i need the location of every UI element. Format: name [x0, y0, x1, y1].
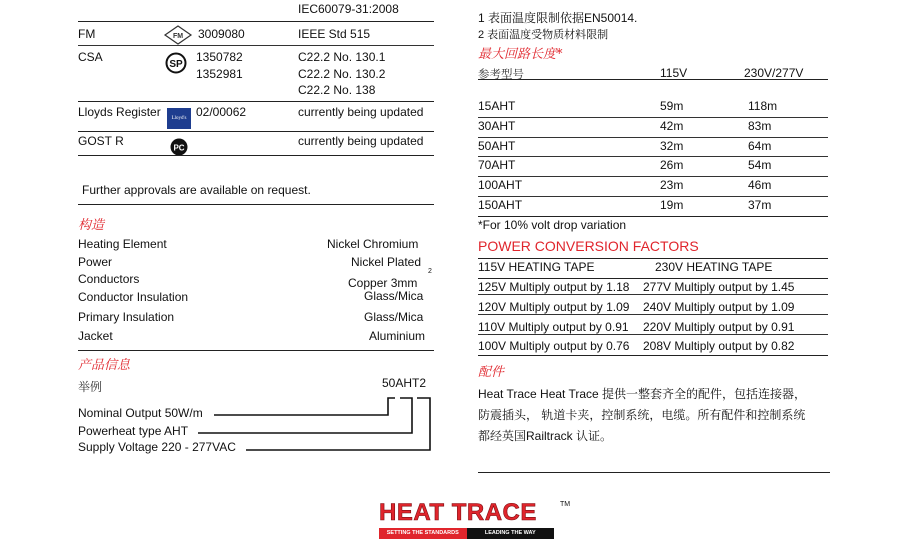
product-info-title: 产品信息	[78, 358, 131, 373]
power-row-115: 125V Multiply output by 1.18	[478, 280, 630, 294]
approval-name-gost: GOST R	[78, 134, 124, 148]
construction-label: Jacket	[78, 329, 113, 343]
approval-cert-csa-2: 1352981	[196, 67, 243, 81]
construction-superscript: 2	[428, 268, 432, 275]
max-circuit-model: 50AHT	[478, 139, 516, 153]
construction-value: Glass/Mica	[364, 289, 424, 303]
construction-label: Power	[78, 255, 113, 269]
max-circuit-115: 23m	[660, 178, 684, 192]
construction-value: Nickel Chromium	[327, 237, 419, 251]
approval-cert-lloyds: 02/00062	[196, 105, 247, 119]
divider	[478, 117, 828, 118]
product-line-output: Nominal Output 50W/m	[78, 406, 203, 420]
brand-tm: TM	[560, 501, 571, 508]
power-conversion-title: POWER CONVERSION FACTORS	[478, 238, 699, 254]
max-circuit-header-230: 230V/277V	[744, 66, 804, 80]
max-circuit-header-ref: 参考型号	[478, 69, 524, 81]
example-label: 举例	[78, 380, 103, 394]
approval-std-csa-1: C22.2 No. 130.1	[298, 50, 386, 64]
brand-tagline-bar	[379, 528, 554, 539]
approval-std-csa-2: C22.2 No. 130.2	[298, 67, 386, 81]
max-circuit-footnote: *For 10% volt drop variation	[478, 218, 627, 232]
max-circuit-230: 54m	[748, 158, 772, 172]
max-circuit-model: 30AHT	[478, 119, 516, 133]
accessories-line-1: Heat Trace Heat Trace 提供一整套齐全的配件，包括连接器，	[478, 387, 807, 401]
construction-label: Primary Insulation	[78, 310, 175, 324]
power-row-115: 110V Multiply output by 0.91	[478, 320, 629, 334]
approval-std-fm: IEEE Std 515	[298, 27, 371, 41]
divider	[478, 156, 828, 157]
svg-text:FM: FM	[172, 33, 184, 40]
brand-logo	[379, 500, 575, 542]
max-circuit-model: 70AHT	[478, 158, 516, 172]
power-row-115: 120V Multiply output by 1.09	[478, 300, 630, 314]
approval-name-csa: CSA	[78, 50, 103, 64]
max-circuit-115: 59m	[660, 99, 684, 113]
approval-std-gost: currently being updated	[298, 134, 424, 148]
max-circuit-header-115: 115V	[660, 66, 688, 80]
note-1: 1 表面温度限制依据EN50014.	[478, 11, 638, 25]
divider	[478, 176, 828, 177]
max-circuit-title: 最大回路长度*	[478, 47, 563, 62]
power-row-230: 220V Multiply output by 0.91	[643, 320, 795, 334]
construction-title: 构造	[78, 218, 105, 233]
divider	[478, 472, 830, 473]
divider	[478, 314, 828, 315]
power-row-230: 208V Multiply output by 0.82	[643, 339, 795, 353]
max-circuit-115: 32m	[660, 139, 684, 153]
power-row-230: 240V Multiply output by 1.09	[643, 300, 795, 314]
divider	[478, 258, 828, 259]
lloyds-logo-text: Lloyd's	[171, 116, 187, 121]
divider	[478, 294, 828, 295]
product-line-voltage: Supply Voltage 220 - 277VAC	[78, 440, 236, 454]
note-2: 2 表面温度受物质材料限制	[478, 29, 609, 41]
construction-label: Heating Element	[78, 237, 167, 251]
divider	[478, 355, 828, 356]
construction-value: Nickel Plated	[351, 255, 422, 269]
approval-std-lloyds: currently being updated	[298, 105, 424, 119]
construction-value: Glass/Mica	[364, 310, 424, 324]
approvals-note: Further approvals are available on request.	[82, 183, 311, 197]
construction-label: Conductors	[78, 272, 140, 286]
construction-value: Aluminium	[369, 329, 426, 343]
brand-tag-right: LEADING THE WAY	[467, 528, 555, 539]
accessories-line-2: 防震插头， 轨道卡夹，控制系统，电缆。所有配件和控制系统	[478, 408, 806, 422]
divider	[478, 79, 828, 80]
approval-std-csa-3: C22.2 No. 138	[298, 83, 376, 97]
max-circuit-115: 19m	[660, 198, 684, 212]
max-circuit-230: 37m	[748, 198, 772, 212]
approval-name-lloyds: Lloyds Register	[78, 105, 161, 119]
max-circuit-model: 100AHT	[478, 178, 523, 192]
max-circuit-230: 118m	[748, 99, 778, 113]
svg-text:PC: PC	[173, 143, 185, 153]
max-circuit-115: 42m	[660, 119, 684, 133]
accessories-title: 配件	[478, 365, 505, 380]
power-row-230: 277V Multiply output by 1.45	[643, 280, 795, 294]
accessories-line-3: 都经英国Railtrack 认证。	[478, 429, 613, 443]
max-circuit-230: 46m	[748, 178, 772, 192]
max-circuit-model: 150AHT	[478, 198, 523, 212]
max-circuit-model: 15AHT	[478, 99, 516, 113]
construction-value: Copper 3mm	[348, 276, 418, 290]
approval-top-standard: IEC60079-31:2008	[298, 2, 399, 16]
power-row-115: 100V Multiply output by 0.76	[478, 339, 630, 353]
max-circuit-230: 64m	[748, 139, 772, 153]
divider	[478, 196, 828, 197]
approval-name-fm: FM	[78, 27, 96, 41]
approval-cert-csa-1: 1350782	[196, 50, 243, 64]
divider	[478, 278, 828, 279]
product-line-type: Powerheat type AHT	[78, 424, 189, 438]
divider	[478, 334, 828, 335]
example-code: 50AHT2	[382, 376, 427, 390]
divider	[478, 137, 828, 138]
max-circuit-115: 26m	[660, 158, 684, 172]
divider	[478, 216, 828, 217]
construction-label: Conductor Insulation	[78, 290, 189, 304]
svg-text:SP: SP	[169, 59, 183, 70]
power-header-230: 230V HEATING TAPE	[655, 260, 773, 274]
max-circuit-230: 83m	[748, 119, 772, 133]
brand-tag-left: SETTING THE STANDARDS	[379, 528, 467, 539]
brand-name: HEAT TRACE	[379, 499, 537, 526]
power-header-115: 115V HEATING TAPE	[478, 260, 595, 274]
approval-cert-fm: 3009080	[198, 27, 245, 41]
